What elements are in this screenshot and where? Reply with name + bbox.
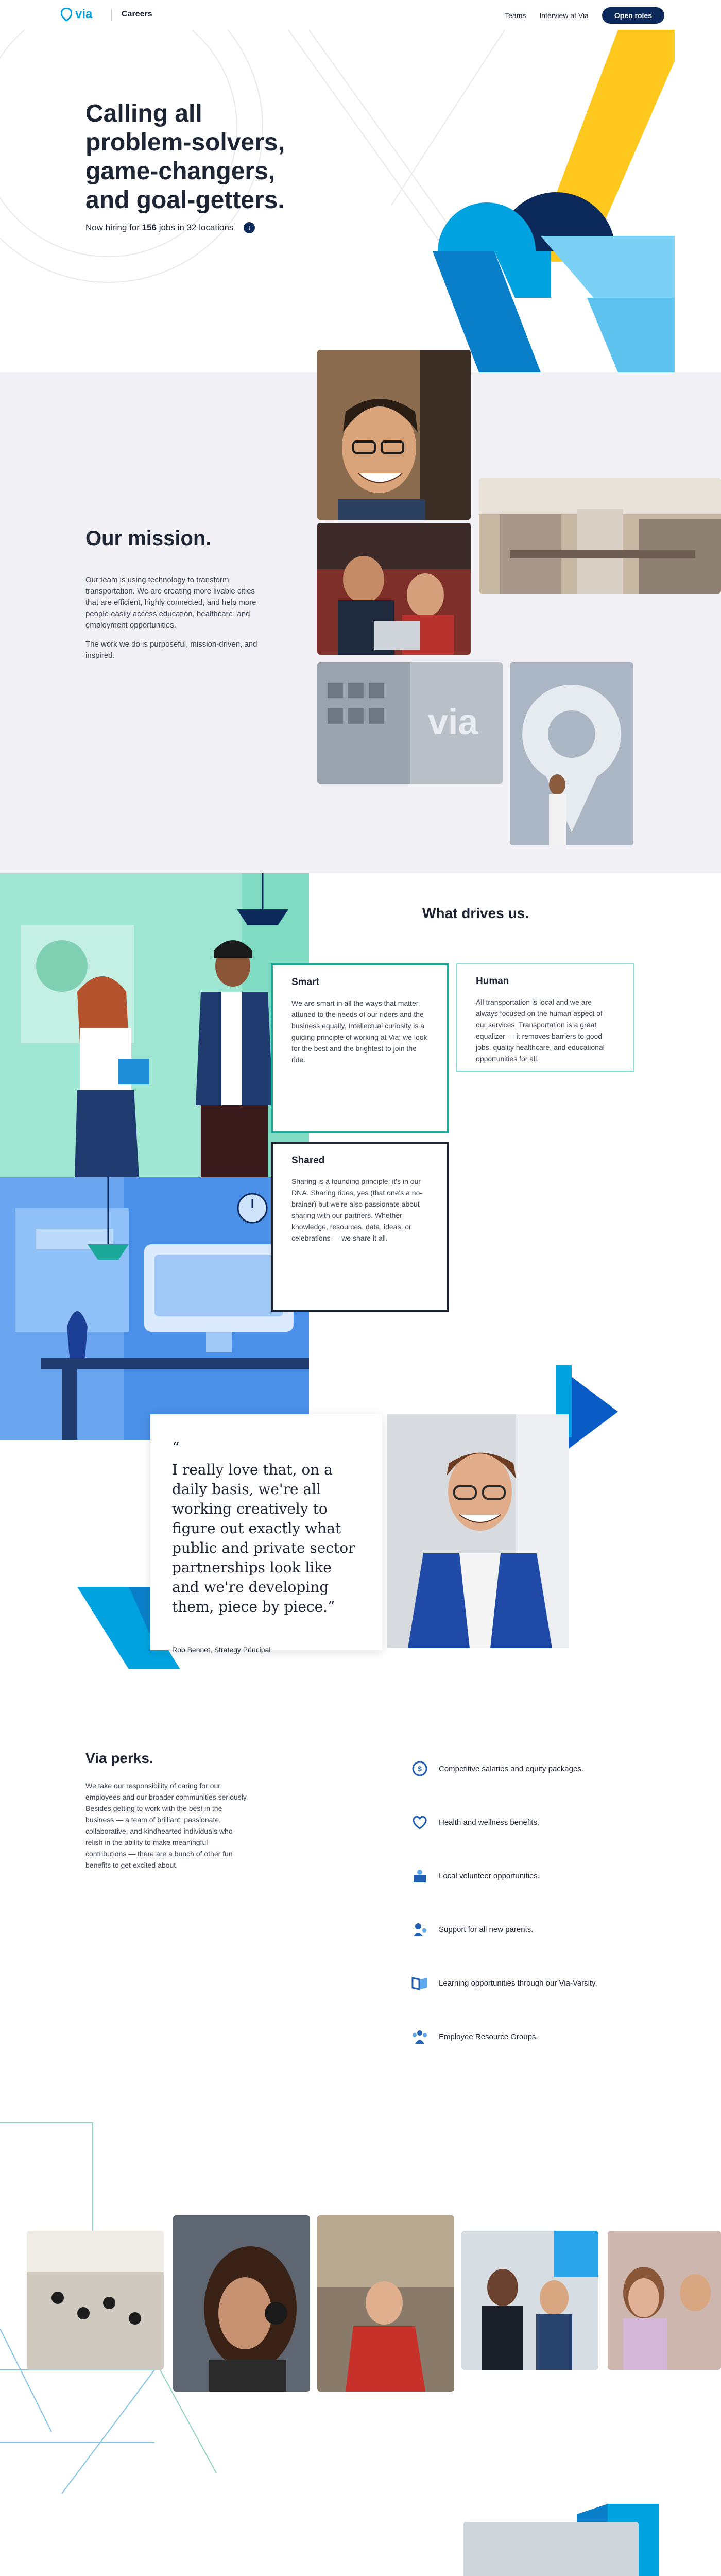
smiling-employee-illustration	[387, 1414, 569, 1648]
perk-item	[411, 1974, 597, 1992]
via-logo[interactable]	[61, 7, 92, 22]
heart-icon	[411, 1814, 428, 1831]
gallery-photo-smiling	[608, 2231, 721, 2370]
perk-label: Support for all new parents.	[439, 1925, 534, 1934]
parent-icon	[411, 1921, 428, 1938]
volunteer-icon	[411, 1867, 428, 1885]
svg-text:$: $	[418, 1765, 422, 1773]
value-body-smart: We are smart in all the ways that matter, attuned to the needs of our riders and the business equally. Intellectual curiosity is a guiding principle of working at Via; we look for the best and the brightest to join the ride.	[291, 999, 427, 1064]
map-pins-wall-illustration	[27, 2231, 164, 2370]
top-navigation-bar	[0, 0, 721, 30]
perk-item	[411, 2028, 538, 2045]
gallery-photo-pins	[27, 2231, 164, 2370]
gallery-photo-red-shirt	[317, 2215, 454, 2392]
perk-label: Local volunteer opportunities.	[439, 1871, 540, 1880]
value-body-human: All transportation is local and we are always focused on the human aspect of our services. Transportation is a great equalizer — it removes barriers to good jobs, quality healthcare, and educational opportunities for all.	[476, 998, 605, 1063]
mission-title: Our mission.	[85, 527, 212, 550]
value-title-shared: Shared	[291, 1155, 325, 1166]
office-scene-illustration	[0, 873, 309, 1440]
team-laptop-illustration	[317, 523, 471, 655]
nav-link-interview[interactable]: Interview at Via	[539, 11, 589, 20]
value-title-smart: Smart	[291, 977, 319, 988]
gallery-photo-headset	[173, 2215, 310, 2392]
book-icon	[411, 1974, 428, 1992]
perks-description: We take our responsibility of caring for our employees and our broader communities seriously. Besides getting to work with the best in the business — a team of brilliant, passionate, collaborative, and kindhearted individuals who relish in the ability to make meaningful contributions — there are a bunch of other fun benefits to get excited about.	[85, 1782, 248, 1869]
mission-section	[0, 372, 721, 873]
via-pin-sculpture-photo	[510, 662, 633, 845]
office-wall-logo-photo	[317, 662, 503, 784]
smiling-colleagues-illustration	[608, 2231, 721, 2370]
value-card-shared	[271, 1142, 449, 1312]
job-count: 156	[142, 223, 157, 232]
group-icon	[411, 2028, 428, 2045]
perk-item	[411, 1814, 539, 1831]
quote-mark: “	[172, 1439, 180, 1456]
value-title-human: Human	[476, 976, 509, 987]
value-card-human	[456, 963, 634, 1072]
hiring-suffix: jobs in 32 locations	[156, 223, 234, 232]
perk-label: Learning opportunities through our Via-Varsity.	[439, 1978, 597, 1988]
testimonial-text: I really love that, on a daily basis, we're all working creatively to figure out exactly what public and private sector partnerships look like and we're developing them, piece by piece.”	[172, 1461, 355, 1615]
smiling-man-illustration	[317, 350, 471, 520]
via-wall-sign-illustration	[317, 662, 503, 784]
open-roles-button[interactable]: Open roles	[602, 7, 664, 24]
hero-geometric-illustration	[433, 30, 675, 372]
hiring-summary[interactable]	[85, 222, 255, 233]
perk-label: Competitive salaries and equity packages.	[439, 1764, 583, 1773]
value-body-shared: Sharing is a founding principle; it's in our DNA. Sharing rides, yes (that one's a no-brainer) but we're also passionate about sharing with our partners. Whether knowledge, resources, data, ideas, or celebrations — we share it all.	[291, 1177, 423, 1242]
pin-sculpture-illustration	[510, 662, 633, 845]
scroll-down-icon[interactable]: ↓	[244, 222, 255, 233]
mission-paragraph-2: The work we do is purposeful, mission-driven, and inspired.	[85, 640, 258, 660]
perk-item	[411, 1760, 583, 1777]
careers-label[interactable]: Careers	[122, 10, 152, 19]
team-member-photo	[317, 350, 471, 520]
testimonial-card	[150, 1414, 382, 1654]
svg-text:via: via	[428, 702, 478, 742]
location-pin-icon	[61, 8, 72, 21]
perk-item	[411, 1867, 540, 1885]
perk-label: Employee Resource Groups.	[439, 2032, 538, 2041]
red-shirt-employee-illustration	[317, 2215, 454, 2392]
perk-item	[411, 1921, 533, 1938]
logo-divider	[111, 9, 112, 21]
testimonial-photo	[387, 1414, 569, 1648]
hero-title: Calling all problem-solvers, game-changers, and goal-getters.	[85, 100, 285, 214]
testimonial-author: Rob Bennet, Strategy Principal	[172, 1646, 271, 1654]
team-group-illustration	[461, 2231, 598, 2370]
main-nav	[505, 7, 664, 24]
hero-section	[0, 30, 721, 372]
gallery-photo-team	[461, 2231, 598, 2370]
office-interior-illustration	[479, 478, 721, 594]
office-interior-photo	[479, 478, 721, 594]
logo-wordmark: via	[75, 7, 93, 21]
values-section	[0, 873, 721, 1440]
team-meeting-illustration	[464, 2522, 639, 2576]
values-title: What drives us.	[422, 905, 529, 921]
team-collaboration-photo	[317, 523, 471, 655]
perk-label: Health and wellness benefits.	[439, 1818, 540, 1827]
nav-link-teams[interactable]: Teams	[505, 11, 526, 20]
hiring-prefix: Now hiring for	[85, 223, 142, 232]
perks-title: Via perks.	[85, 1750, 153, 1766]
team-meeting-photo	[464, 2522, 639, 2576]
headset-employee-illustration	[173, 2215, 310, 2392]
dollar-badge-icon	[411, 1760, 428, 1777]
mission-paragraph-1: Our team is using technology to transform transportation. We are creating more livable cities that are efficient, highly connected, and help more people easily access education, healthcare, and employment opportunities.	[85, 575, 256, 630]
value-card-smart	[271, 963, 449, 1133]
